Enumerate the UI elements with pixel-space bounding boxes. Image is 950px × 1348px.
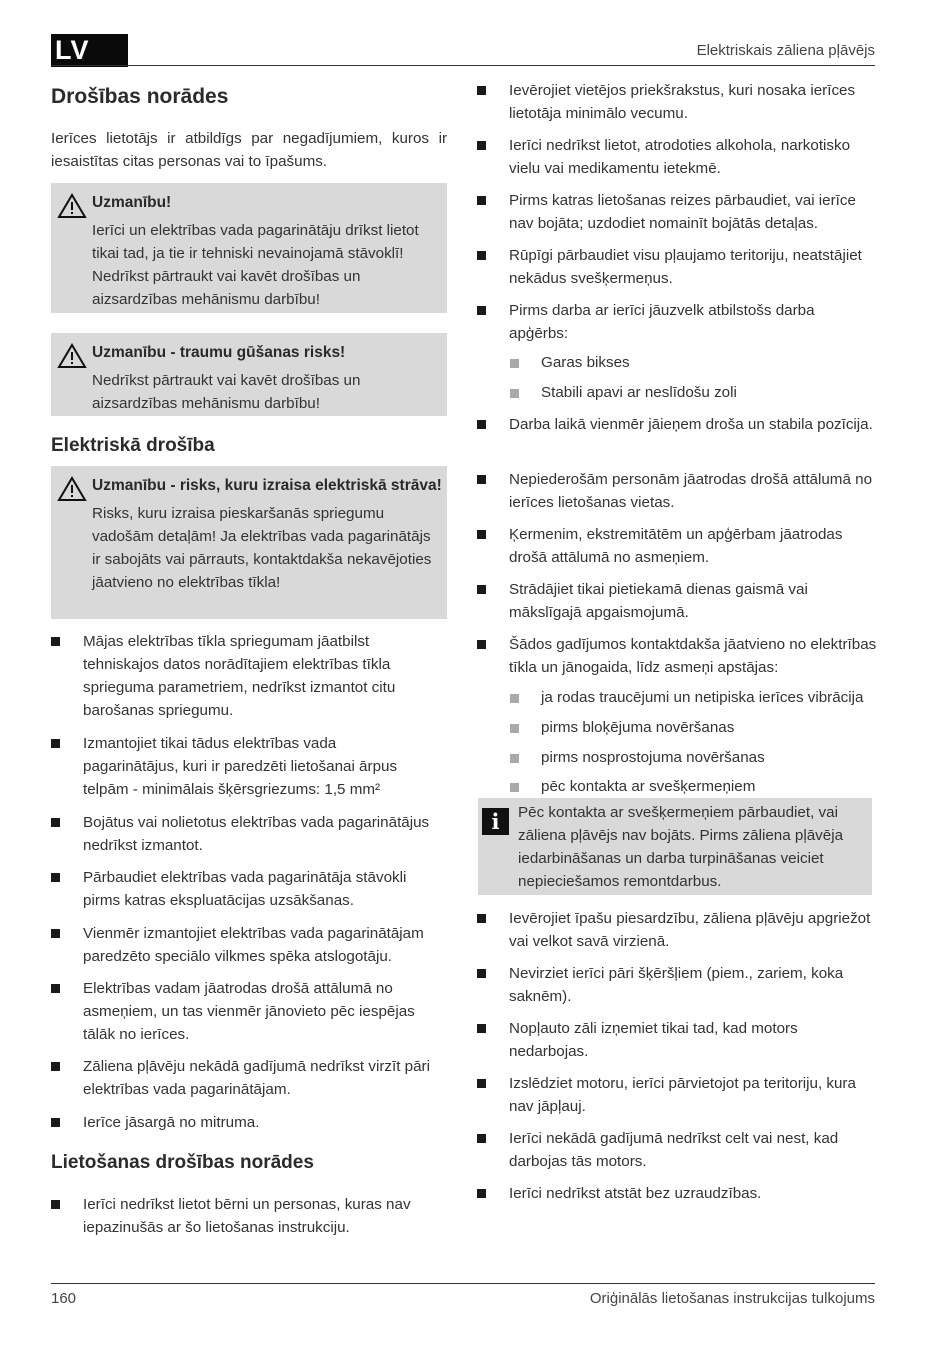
sub-list-item: Stabili apavi ar neslīdošu zoli xyxy=(510,381,870,404)
bullet-square xyxy=(477,530,486,539)
bullet-square xyxy=(477,251,486,260)
header-rule xyxy=(51,65,875,66)
sub-list-item: pirms nosprostojuma novēršanas xyxy=(510,746,870,769)
section-heading-usage: Lietošanas drošības norādes xyxy=(51,1152,314,1173)
bullet-square xyxy=(510,389,519,398)
page-number: 160 xyxy=(51,1290,77,1307)
bullet-square xyxy=(477,306,486,315)
warning-title: Uzmanību - risks, kuru izraisa elektriskā strāva! xyxy=(92,477,442,494)
bullet-square xyxy=(477,1134,486,1143)
warning-title: Uzmanību - traumu gūšanas risks! xyxy=(92,344,346,361)
bullet-square xyxy=(477,1024,486,1033)
sub-list-item: ja rodas traucējumi un netipiska ierīces vibrācija xyxy=(510,686,880,709)
list-item: Šādos gadījumos kontaktdakša jāatvieno no elektrības tīkla un jānogaida, līdz asmeņi apstājas: xyxy=(477,633,877,679)
bullet-square xyxy=(477,196,486,205)
section-heading-safety: Drošības norādes xyxy=(51,85,229,108)
bullet-square xyxy=(477,86,486,95)
list-item: Izslēdziet motoru, ierīci pārvietojot pa teritoriju, kura nav jāpļauj. xyxy=(477,1072,877,1118)
bullet-square xyxy=(477,1189,486,1198)
list-item: Ievērojiet īpašu piesardzību, zāliena pļāvēju apgriežot vai velkot savā virzienā. xyxy=(477,907,877,953)
bullet-square xyxy=(51,984,60,993)
list-item: Pirms darba ar ierīci jāuzvelk atbilstošs darba apģērbs: xyxy=(477,299,877,345)
bullet-square xyxy=(477,914,486,923)
bullet-square xyxy=(51,637,60,646)
bullet-square xyxy=(477,585,486,594)
list-item: Nepiederošām personām jāatrodas drošā attālumā no ierīces lietošanas vietas. xyxy=(477,468,877,514)
info-box xyxy=(478,798,872,895)
bullet-square xyxy=(477,969,486,978)
bullet-square xyxy=(510,724,519,733)
info-icon: i xyxy=(482,808,509,835)
warning-title: Uzmanību! xyxy=(92,194,172,211)
bullet-square xyxy=(510,754,519,763)
list-item: Zāliena pļāvēju nekādā gadījumā nedrīkst virzīt pāri elektrības vada pagarinātājam. xyxy=(51,1055,451,1101)
warning-body: Risks, kuru izraisa pieskaršanās spriegumu vadošām detaļām! Ja elektrības vada pagarinātājs ir sabojāts vai pārrauts, kontaktdakša nekavējoties jāatvieno no elektrības tīkla! xyxy=(92,505,432,591)
list-item: Nevirziet ierīci pāri šķēršļiem (piem., zariem, koka saknēm). xyxy=(477,962,877,1008)
bullet-square xyxy=(477,1079,486,1088)
list-item: Mājas elektrības tīkla spriegumam jāatbilst tehniskajos datos norādītajiem elektrības tīkla sprieguma parametriem, nedrīkst izmantot citu barošanas spriegumu. xyxy=(51,630,421,722)
sub-list-item: pirms bloķējuma novēršanas xyxy=(510,716,870,739)
bullet-square xyxy=(51,1118,60,1127)
bullet-square xyxy=(477,141,486,150)
bullet-square xyxy=(51,818,60,827)
warning-body: Ierīci un elektrības vada pagarinātāju drīkst lietot tikai tad, ja tie ir tehniski nevainojamā stāvoklī! Nedrīkst pārtraukt vai kavēt drošības un aizsardzības mehānismu darbību! xyxy=(92,222,419,308)
list-item: Pirms katras lietošanas reizes pārbaudiet, vai ierīce nav bojāta; uzdodiet nomainīt bojātās detaļas. xyxy=(477,189,877,235)
warning-triangle-icon xyxy=(57,343,87,369)
list-item: Pārbaudiet elektrības vada pagarinātāja stāvokli pirms katras ekspluatācijas uzsākšanas. xyxy=(51,866,423,912)
intro-paragraph: Ierīces lietotājs ir atbildīgs par negadījumiem, kuros ir iesaistītas citas personas vai to īpašums. xyxy=(51,130,447,170)
bullet-square xyxy=(477,640,486,649)
bullet-square xyxy=(510,694,519,703)
list-item: Vienmēr izmantojiet elektrības vada pagarinātājam paredzēto speciālo vilkmes spēka atslogotāju. xyxy=(51,922,451,968)
info-body: Pēc kontakta ar svešķermeņiem pārbaudiet, vai zāliena pļāvējs nav bojāts. Pirms zāliena pļāvēja iedarbināšanas un darba turpināšanas veiciet nepieciešamos remontdarbus. xyxy=(518,804,844,890)
language-badge: LV xyxy=(51,34,128,67)
list-item: Elektrības vadam jāatrodas drošā attālumā no asmeņiem, un tas vienmēr jānovieto pēc iespējas tālāk no ierīces. xyxy=(51,977,433,1046)
sub-list-item: pēc kontakta ar svešķermeņiem xyxy=(510,775,870,798)
bullet-square xyxy=(477,420,486,429)
list-item: Strādājiet tikai pietiekamā dienas gaismā vai mākslīgajā apgaismojumā. xyxy=(477,578,877,624)
list-item: Ierīci nedrīkst lietot, atrodoties alkohola, narkotisko vielu vai medikamentu ietekmē. xyxy=(477,134,877,180)
bullet-square xyxy=(510,783,519,792)
bullet-square xyxy=(51,873,60,882)
list-item: Ierīci nedrīkst atstāt bez uzraudzības. xyxy=(477,1182,877,1205)
bullet-square xyxy=(477,475,486,484)
section-heading-electric: Elektriskā drošība xyxy=(51,435,215,456)
list-item: Ierīce jāsargā no mitruma. xyxy=(51,1111,431,1134)
bullet-square xyxy=(51,1062,60,1071)
header-title: Elektriskais zāliena pļāvējs xyxy=(696,42,875,59)
list-item: Bojātus vai nolietotus elektrības vada pagarinātājus nedrīkst izmantot. xyxy=(51,811,451,857)
list-item: Ķermenim, ekstremitātēm un apģērbam jāatrodas drošā attālumā no asmeņiem. xyxy=(477,523,877,569)
warning-box xyxy=(51,183,447,313)
warning-triangle-icon xyxy=(57,193,87,219)
warning-body: Nedrīkst pārtraukt vai kavēt drošības un aizsardzības mehānismu darbību! xyxy=(92,372,361,412)
bullet-square xyxy=(51,929,60,938)
bullet-square xyxy=(510,359,519,368)
list-item: Darba laikā vienmēr jāieņem droša un stabila pozīcija. xyxy=(477,413,877,459)
list-item: Nopļauto zāli izņemiet tikai tad, kad motors nedarbojas. xyxy=(477,1017,857,1063)
list-item: Rūpīgi pārbaudiet visu pļaujamo teritoriju, neatstājiet nekādus svešķermeņus. xyxy=(477,244,877,290)
footer-title: Oriģinālās lietošanas instrukcijas tulkojums xyxy=(589,1290,875,1307)
bullet-square xyxy=(51,739,60,748)
warning-box-electric xyxy=(51,466,447,619)
bullet-square xyxy=(51,1200,60,1209)
footer-rule xyxy=(51,1283,875,1284)
warning-triangle-icon xyxy=(57,476,87,502)
warning-box-injury xyxy=(51,333,447,416)
list-item: Ierīci nedrīkst lietot bērni un personas, kuras nav iepazinušās ar šo lietošanas instrukciju. xyxy=(51,1193,431,1239)
list-item: Ievērojiet vietējos priekšrakstus, kuri nosaka ierīces lietotāja minimālo vecumu. xyxy=(477,79,877,125)
list-item: Izmantojiet tikai tādus elektrības vada pagarinātājus, kuri ir paredzēti lietošanai ārpus telpām - minimālais šķērsgriezums: 1,5 mm² xyxy=(51,732,421,801)
sub-list-item: Garas bikses xyxy=(510,351,870,374)
list-item: Ierīci nekādā gadījumā nedrīkst celt vai nest, kad darbojas tās motors. xyxy=(477,1127,877,1173)
